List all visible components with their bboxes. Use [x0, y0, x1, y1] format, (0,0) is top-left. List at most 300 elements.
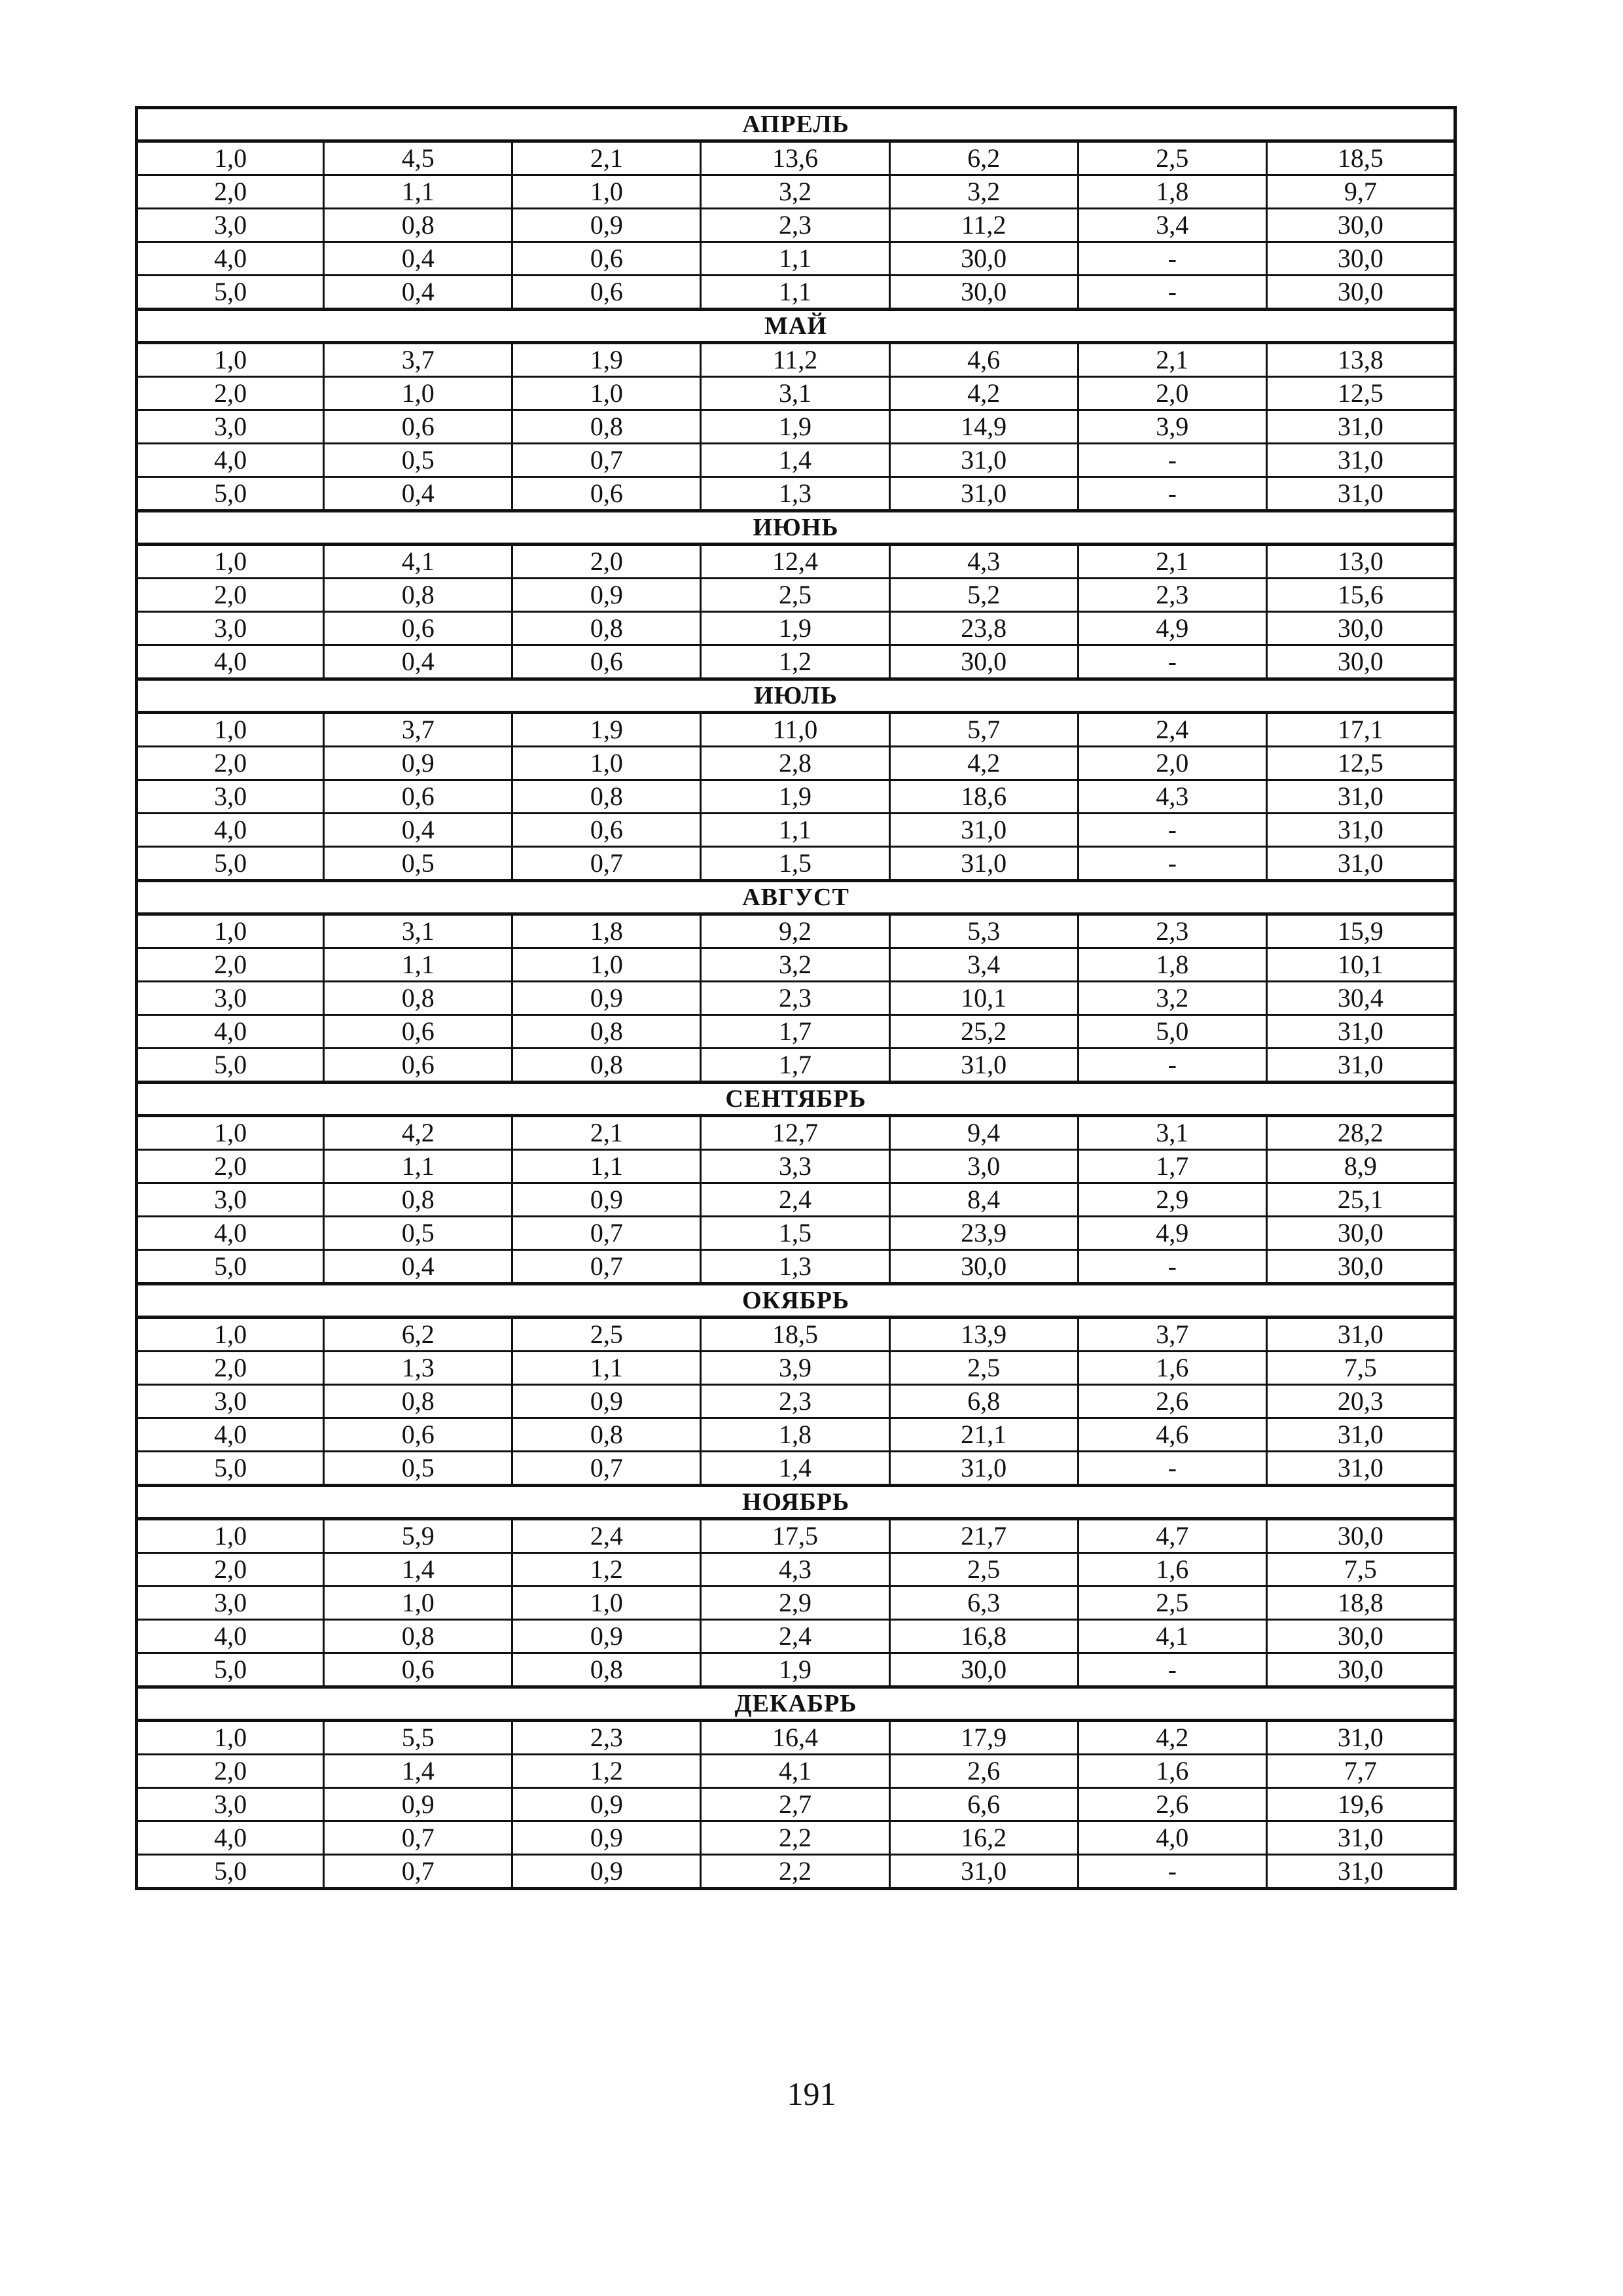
- table-cell: 1,1: [324, 175, 512, 209]
- table-cell: 31,0: [1266, 1821, 1455, 1855]
- table-cell: 31,0: [1266, 477, 1455, 511]
- table-cell: 1,8: [701, 1418, 889, 1452]
- table-cell: 0,6: [512, 645, 701, 679]
- table-cell: 9,7: [1266, 175, 1455, 209]
- table-cell: 30,0: [1266, 1519, 1455, 1553]
- table-cell: 0,6: [512, 242, 701, 276]
- table-cell: 30,0: [1266, 1620, 1455, 1653]
- table-cell: 4,9: [1078, 1217, 1266, 1250]
- table-cell: 8,4: [889, 1183, 1078, 1217]
- table-cell: 15,9: [1266, 914, 1455, 948]
- table-cell: 2,2: [701, 1855, 889, 1889]
- table-cell: 0,8: [512, 410, 701, 444]
- table-cell: 2,6: [1078, 1385, 1266, 1418]
- table-cell: 1,1: [701, 276, 889, 310]
- table-cell: 31,0: [889, 1049, 1078, 1083]
- month-header-row: [137, 679, 1455, 713]
- table-cell: 2,1: [512, 1116, 701, 1150]
- table-cell: 3,2: [889, 175, 1078, 209]
- table-cell: 3,0: [137, 209, 324, 242]
- table-cell: 5,0: [137, 1653, 324, 1687]
- data-table: [135, 106, 1457, 1890]
- page-number: 191: [787, 2075, 836, 2112]
- month-header-row: [137, 1284, 1455, 1318]
- table-cell: 2,3: [701, 1385, 889, 1418]
- table-cell: 1,9: [701, 612, 889, 645]
- table-cell: 21,7: [889, 1519, 1078, 1553]
- table-cell: 2,3: [1078, 914, 1266, 948]
- table-cell: 2,0: [1078, 377, 1266, 410]
- table-row: [137, 1352, 1455, 1385]
- table-cell: 6,2: [324, 1318, 512, 1352]
- table-cell: 2,5: [701, 579, 889, 612]
- table-cell: 0,6: [512, 276, 701, 310]
- table-cell: 1,7: [701, 1015, 889, 1049]
- table-row: [137, 713, 1455, 747]
- table-cell: 2,0: [137, 377, 324, 410]
- table-cell: 0,8: [324, 209, 512, 242]
- table-cell: 30,0: [889, 1250, 1078, 1284]
- table-row: [137, 780, 1455, 814]
- table-cell: 2,1: [1078, 343, 1266, 377]
- month-header-row: [137, 108, 1455, 141]
- table-row: [137, 1049, 1455, 1083]
- table-cell: 1,4: [701, 1452, 889, 1486]
- table-cell: 1,5: [701, 847, 889, 881]
- table-cell: 31,0: [1266, 1452, 1455, 1486]
- month-header-row: [137, 511, 1455, 545]
- table-cell: 1,8: [512, 914, 701, 948]
- table-cell: 0,8: [512, 1049, 701, 1083]
- table-row: [137, 209, 1455, 242]
- table-cell: 1,0: [512, 948, 701, 982]
- table-row: [137, 1452, 1455, 1486]
- table-cell: 2,9: [701, 1587, 889, 1620]
- table-cell: 11,2: [701, 343, 889, 377]
- table-cell: 1,0: [512, 175, 701, 209]
- table-cell: 4,0: [137, 645, 324, 679]
- table-cell: 4,0: [137, 814, 324, 847]
- table-cell: 4,1: [1078, 1620, 1266, 1653]
- table-cell: 2,1: [1078, 545, 1266, 579]
- table-row: [137, 1519, 1455, 1553]
- table-cell: 18,6: [889, 780, 1078, 814]
- table-cell: 25,1: [1266, 1183, 1455, 1217]
- table-cell: 1,2: [701, 645, 889, 679]
- table-cell: 30,0: [1266, 209, 1455, 242]
- table-cell: 0,8: [512, 1015, 701, 1049]
- table-cell: 0,9: [512, 1788, 701, 1821]
- table-cell: 1,4: [701, 444, 889, 477]
- table-cell: 0,6: [324, 780, 512, 814]
- table-cell: 0,9: [512, 1385, 701, 1418]
- table-row: [137, 1553, 1455, 1587]
- table-cell: 1,0: [137, 1116, 324, 1150]
- table-row: [137, 1116, 1455, 1150]
- table-cell: 2,0: [137, 1150, 324, 1183]
- table-row: [137, 1385, 1455, 1418]
- table-cell: 3,4: [1078, 209, 1266, 242]
- table-cell: 0,4: [324, 1250, 512, 1284]
- table-cell: 31,0: [889, 847, 1078, 881]
- table-cell: 3,0: [137, 1385, 324, 1418]
- table-cell: 0,4: [324, 276, 512, 310]
- table-cell: 6,2: [889, 141, 1078, 175]
- table-cell: 31,0: [1266, 1318, 1455, 1352]
- table-cell: 3,7: [324, 713, 512, 747]
- table-cell: 0,8: [324, 982, 512, 1015]
- table-cell: 3,7: [1078, 1318, 1266, 1352]
- table-cell: 0,6: [324, 410, 512, 444]
- table-cell: 4,6: [1078, 1418, 1266, 1452]
- table-cell: 28,2: [1266, 1116, 1455, 1150]
- table-row: [137, 545, 1455, 579]
- table-row: [137, 1755, 1455, 1788]
- table-cell: -: [1078, 242, 1266, 276]
- table-cell: 2,6: [889, 1755, 1078, 1788]
- table-cell: 1,0: [324, 377, 512, 410]
- table-cell: 0,9: [324, 1788, 512, 1821]
- table-cell: 0,5: [324, 444, 512, 477]
- table-row: [137, 747, 1455, 780]
- table-cell: 10,1: [889, 982, 1078, 1015]
- table-cell: 3,1: [701, 377, 889, 410]
- table-cell: 30,0: [889, 242, 1078, 276]
- table-cell: 31,0: [1266, 814, 1455, 847]
- month-title: НОЯБРЬ: [137, 1486, 1455, 1519]
- table-cell: 1,7: [701, 1049, 889, 1083]
- table-cell: 31,0: [1266, 1015, 1455, 1049]
- table-cell: 0,7: [512, 1452, 701, 1486]
- table-cell: 30,0: [1266, 242, 1455, 276]
- table-cell: 0,6: [324, 1418, 512, 1452]
- table-cell: 4,0: [137, 242, 324, 276]
- table-cell: 17,1: [1266, 713, 1455, 747]
- table-cell: 1,1: [701, 814, 889, 847]
- table-row: [137, 645, 1455, 679]
- table-cell: 31,0: [889, 814, 1078, 847]
- table-cell: 1,2: [512, 1553, 701, 1587]
- table-cell: 2,5: [889, 1553, 1078, 1587]
- table-cell: 2,3: [701, 209, 889, 242]
- table-body: [137, 108, 1455, 1889]
- table-cell: 4,2: [889, 377, 1078, 410]
- table-cell: 2,0: [137, 747, 324, 780]
- table-cell: 13,9: [889, 1318, 1078, 1352]
- table-row: [137, 1015, 1455, 1049]
- table-cell: -: [1078, 814, 1266, 847]
- table-cell: 1,0: [137, 1519, 324, 1553]
- table-row: [137, 410, 1455, 444]
- table-cell: 1,6: [1078, 1352, 1266, 1385]
- table-row: [137, 1418, 1455, 1452]
- table-cell: 17,5: [701, 1519, 889, 1553]
- table-cell: 4,1: [701, 1755, 889, 1788]
- table-row: [137, 1150, 1455, 1183]
- table-cell: 1,0: [512, 377, 701, 410]
- table-row: [137, 175, 1455, 209]
- table-cell: 12,4: [701, 545, 889, 579]
- table-cell: 0,6: [512, 814, 701, 847]
- table-cell: 2,0: [137, 175, 324, 209]
- table-cell: 31,0: [889, 1855, 1078, 1889]
- table-cell: 2,6: [1078, 1788, 1266, 1821]
- table-cell: 16,4: [701, 1721, 889, 1755]
- table-row: [137, 1821, 1455, 1855]
- table-cell: -: [1078, 1250, 1266, 1284]
- table-cell: 4,0: [137, 1217, 324, 1250]
- table-cell: 0,8: [324, 579, 512, 612]
- table-cell: 11,2: [889, 209, 1078, 242]
- table-cell: 3,0: [137, 1587, 324, 1620]
- table-row: [137, 343, 1455, 377]
- table-cell: 6,6: [889, 1788, 1078, 1821]
- month-header-row: [137, 1486, 1455, 1519]
- table-cell: 30,0: [1266, 645, 1455, 679]
- table-cell: 3,9: [1078, 410, 1266, 444]
- table-cell: 30,0: [1266, 1217, 1455, 1250]
- table-cell: 16,2: [889, 1821, 1078, 1855]
- table-cell: 0,9: [512, 1855, 701, 1889]
- table-cell: 0,4: [324, 645, 512, 679]
- table-cell: 0,7: [512, 444, 701, 477]
- month-header-row: [137, 1687, 1455, 1721]
- table-cell: 5,0: [1078, 1015, 1266, 1049]
- table-cell: 12,5: [1266, 747, 1455, 780]
- table-cell: 30,0: [1266, 612, 1455, 645]
- table-cell: 1,9: [701, 1653, 889, 1687]
- table-cell: 1,9: [512, 713, 701, 747]
- table-cell: 3,0: [889, 1150, 1078, 1183]
- table-cell: 30,0: [889, 276, 1078, 310]
- table-cell: 3,0: [137, 1788, 324, 1821]
- table-cell: 0,9: [512, 982, 701, 1015]
- table-cell: 3,1: [324, 914, 512, 948]
- table-cell: 5,0: [137, 1452, 324, 1486]
- table-cell: 0,6: [324, 1049, 512, 1083]
- table-row: [137, 982, 1455, 1015]
- table-cell: 8,9: [1266, 1150, 1455, 1183]
- table-cell: 23,8: [889, 612, 1078, 645]
- table-cell: 4,2: [324, 1116, 512, 1150]
- table-cell: 12,7: [701, 1116, 889, 1150]
- table-cell: 4,3: [889, 545, 1078, 579]
- table-cell: 5,9: [324, 1519, 512, 1553]
- table-cell: 0,9: [512, 209, 701, 242]
- table-cell: 0,9: [512, 1821, 701, 1855]
- table-cell: -: [1078, 276, 1266, 310]
- table-cell: 4,1: [324, 545, 512, 579]
- table-cell: 13,0: [1266, 545, 1455, 579]
- table-cell: 2,5: [512, 1318, 701, 1352]
- table-cell: 3,2: [701, 175, 889, 209]
- table-cell: 0,6: [324, 612, 512, 645]
- table-cell: 0,7: [512, 847, 701, 881]
- table-cell: 31,0: [1266, 444, 1455, 477]
- table-cell: 3,2: [1078, 982, 1266, 1015]
- table-cell: 2,1: [512, 141, 701, 175]
- month-header-row: [137, 310, 1455, 343]
- table-cell: 30,0: [1266, 1653, 1455, 1687]
- month-header-row: [137, 1083, 1455, 1116]
- table-cell: 31,0: [1266, 847, 1455, 881]
- table-cell: 4,0: [137, 1821, 324, 1855]
- table-cell: 5,0: [137, 477, 324, 511]
- table-cell: 1,1: [512, 1352, 701, 1385]
- table-cell: 30,4: [1266, 982, 1455, 1015]
- month-header-row: [137, 881, 1455, 914]
- table-cell: 2,0: [137, 1553, 324, 1587]
- table-cell: 0,8: [512, 780, 701, 814]
- table-cell: 31,0: [889, 444, 1078, 477]
- table-cell: 0,4: [324, 242, 512, 276]
- table-cell: 31,0: [889, 477, 1078, 511]
- table-cell: 4,0: [137, 1015, 324, 1049]
- table-cell: 0,8: [512, 1418, 701, 1452]
- table-cell: 15,6: [1266, 579, 1455, 612]
- table-row: [137, 814, 1455, 847]
- table-cell: 19,6: [1266, 1788, 1455, 1821]
- table-cell: 30,0: [889, 1653, 1078, 1687]
- table-cell: 31,0: [1266, 1418, 1455, 1452]
- month-title: СЕНТЯБРЬ: [137, 1083, 1455, 1116]
- table-cell: 17,9: [889, 1721, 1078, 1755]
- table-cell: 3,9: [701, 1352, 889, 1385]
- table-cell: 1,9: [701, 410, 889, 444]
- table-row: [137, 1318, 1455, 1352]
- table-cell: 4,9: [1078, 612, 1266, 645]
- table-cell: 1,4: [324, 1553, 512, 1587]
- month-title: МАЙ: [137, 310, 1455, 343]
- table-row: [137, 1620, 1455, 1653]
- table-cell: 2,3: [512, 1721, 701, 1755]
- table-cell: 0,5: [324, 847, 512, 881]
- table-cell: 1,1: [324, 948, 512, 982]
- table-cell: 1,0: [137, 713, 324, 747]
- table-row: [137, 141, 1455, 175]
- table-cell: 0,9: [512, 1183, 701, 1217]
- table-cell: 4,0: [137, 1418, 324, 1452]
- table-cell: 3,0: [137, 1183, 324, 1217]
- table-cell: 10,1: [1266, 948, 1455, 982]
- table-cell: 2,4: [512, 1519, 701, 1553]
- table-cell: 4,3: [701, 1553, 889, 1587]
- table-cell: 3,1: [1078, 1116, 1266, 1150]
- table-cell: 4,0: [137, 1620, 324, 1653]
- table-cell: 5,0: [137, 276, 324, 310]
- table-cell: 2,0: [512, 545, 701, 579]
- table-cell: 4,3: [1078, 780, 1266, 814]
- month-title: ИЮЛЬ: [137, 679, 1455, 713]
- table-cell: 20,3: [1266, 1385, 1455, 1418]
- table-cell: -: [1078, 1452, 1266, 1486]
- table-cell: 11,0: [701, 713, 889, 747]
- month-title: ДЕКАБРЬ: [137, 1687, 1455, 1721]
- table-cell: 1,0: [137, 343, 324, 377]
- table-cell: 2,0: [137, 948, 324, 982]
- table-cell: 5,0: [137, 1049, 324, 1083]
- table-cell: 1,2: [512, 1755, 701, 1788]
- table-cell: 5,0: [137, 1250, 324, 1284]
- table-cell: 31,0: [1266, 780, 1455, 814]
- table-cell: 1,6: [1078, 1755, 1266, 1788]
- month-title: АВГУСТ: [137, 881, 1455, 914]
- table-cell: -: [1078, 1049, 1266, 1083]
- table-cell: 1,7: [1078, 1150, 1266, 1183]
- table-cell: 1,4: [324, 1755, 512, 1788]
- table-cell: 18,8: [1266, 1587, 1455, 1620]
- table-cell: 31,0: [1266, 1721, 1455, 1755]
- table-cell: 2,2: [701, 1821, 889, 1855]
- table-row: [137, 1721, 1455, 1755]
- table-cell: 2,7: [701, 1788, 889, 1821]
- table-cell: 1,8: [1078, 175, 1266, 209]
- table-cell: 0,7: [512, 1250, 701, 1284]
- table-cell: 1,0: [137, 141, 324, 175]
- table-row: [137, 1653, 1455, 1687]
- table-row: [137, 948, 1455, 982]
- table-row: [137, 1855, 1455, 1889]
- table-cell: 13,8: [1266, 343, 1455, 377]
- table-cell: 1,0: [512, 1587, 701, 1620]
- table-cell: 4,2: [889, 747, 1078, 780]
- table-cell: 1,8: [1078, 948, 1266, 982]
- table-cell: 31,0: [1266, 1049, 1455, 1083]
- table-cell: 4,2: [1078, 1721, 1266, 1755]
- table-cell: 30,0: [889, 645, 1078, 679]
- table-cell: 1,0: [137, 1721, 324, 1755]
- table-cell: 0,4: [324, 814, 512, 847]
- table-cell: 2,4: [701, 1183, 889, 1217]
- table-cell: 0,6: [512, 477, 701, 511]
- table-cell: 2,5: [1078, 1587, 1266, 1620]
- table-cell: 0,5: [324, 1217, 512, 1250]
- table-cell: -: [1078, 645, 1266, 679]
- table-cell: 3,0: [137, 780, 324, 814]
- table-cell: 30,0: [1266, 1250, 1455, 1284]
- table-cell: 1,9: [512, 343, 701, 377]
- table-row: [137, 612, 1455, 645]
- table-cell: 4,0: [137, 444, 324, 477]
- table-cell: 1,1: [701, 242, 889, 276]
- table-cell: 0,7: [324, 1821, 512, 1855]
- table-row: [137, 1183, 1455, 1217]
- table-row: [137, 914, 1455, 948]
- table-cell: 3,2: [701, 948, 889, 982]
- table-cell: 31,0: [1266, 1855, 1455, 1889]
- table-cell: -: [1078, 1855, 1266, 1889]
- table-row: [137, 1217, 1455, 1250]
- table-cell: 1,3: [701, 1250, 889, 1284]
- table-row: [137, 242, 1455, 276]
- table-cell: 1,0: [512, 747, 701, 780]
- table-cell: 0,9: [512, 579, 701, 612]
- table-row: [137, 276, 1455, 310]
- table-cell: 5,5: [324, 1721, 512, 1755]
- table-cell: 2,9: [1078, 1183, 1266, 1217]
- table-cell: 5,0: [137, 847, 324, 881]
- table-cell: 1,0: [324, 1587, 512, 1620]
- table-cell: 23,9: [889, 1217, 1078, 1250]
- table-cell: 5,2: [889, 579, 1078, 612]
- table-row: [137, 579, 1455, 612]
- table-cell: 7,5: [1266, 1553, 1455, 1587]
- table-cell: 7,7: [1266, 1755, 1455, 1788]
- table-cell: 2,4: [701, 1620, 889, 1653]
- table-cell: 3,0: [137, 410, 324, 444]
- table-cell: 21,1: [889, 1418, 1078, 1452]
- table-cell: 2,5: [889, 1352, 1078, 1385]
